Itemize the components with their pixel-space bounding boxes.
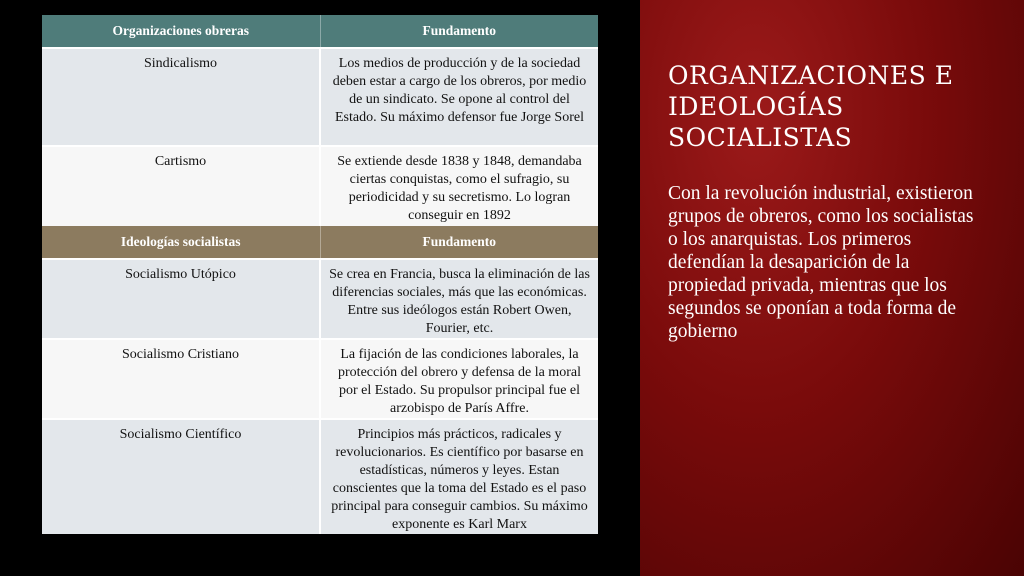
table-cell-description: Se extiende desde 1838 y 1848, demandaba ciertas conquistas, como el sufragio, su periodicidad y su secretismo. Lo logran conseguir en 1892 <box>320 146 598 226</box>
column-header: Ideologías socialistas <box>42 226 320 259</box>
table-cell-description: Principios más prácticos, radicales y revolucionarios. Es científico por basarse en estadísticas, números y leyes. Estan conscientes que la toma del Estado es el paso principal para conseguir cambios. Su máximo exponente es Karl Marx <box>320 419 598 534</box>
table-cell-name: Sindicalismo <box>42 48 320 146</box>
table-cell-name: Cartismo <box>42 146 320 226</box>
table-cell-description: Se crea en Francia, busca la eliminación de las diferencias sociales, más que las económicas. Entre sus ideólogos están Robert Owen, Fourier, etc. <box>320 259 598 339</box>
slide-title: ORGANIZACIONES E IDEOLOGÍAS SOCIALISTAS <box>668 61 954 152</box>
table-row <box>42 339 598 419</box>
table-cell-description: La fijación de las condiciones laborales, la protección del obrero y defensa de la moral por el Estado. Su propulsor principal fue el arzobispo de París Affre. <box>320 339 598 419</box>
table-header-row <box>42 226 598 259</box>
table-row <box>42 419 598 534</box>
column-header: Fundamento <box>320 15 598 48</box>
table-cell-description: Los medios de producción y de la sociedad deben estar a cargo de los obreros, por medio de un sindicato. Se opone al control del Estado. Su máximo defensor fue Jorge Sorel <box>320 48 598 146</box>
table-row <box>42 48 598 146</box>
table-row <box>42 146 598 226</box>
table-cell-name: Socialismo Cristiano <box>42 339 320 419</box>
slide-body-text: Con la revolución industrial, existieron grupos de obreros, como los socialistas o los anarquistas. Los primeros defendían la desaparición de la propiedad privada, mientras que los segundos se oponían a toda forma de gobierno <box>668 183 974 342</box>
table-cell-name: Socialismo Utópico <box>42 259 320 339</box>
table-header-row <box>42 15 598 48</box>
table-row <box>42 259 598 339</box>
ideologias-table <box>42 226 598 534</box>
column-header: Fundamento <box>320 226 598 259</box>
table-cell-name: Socialismo Científico <box>42 419 320 534</box>
organizaciones-table <box>42 15 598 226</box>
column-header: Organizaciones obreras <box>42 15 320 48</box>
